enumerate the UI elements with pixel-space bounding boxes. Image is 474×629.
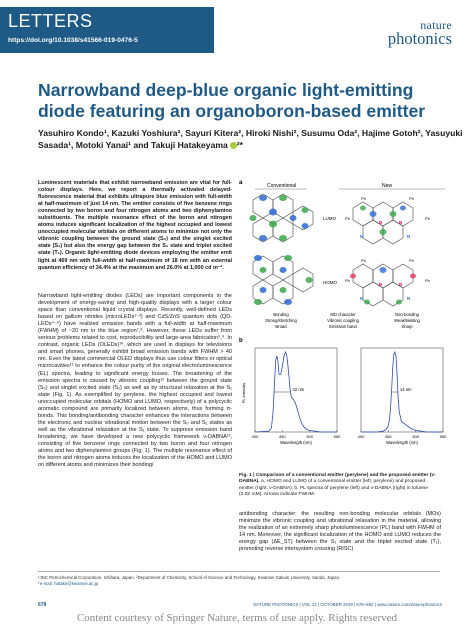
email-prefix: *e-mail: [38,580,53,586]
letters-section-tag [0,7,214,53]
ph-label-5: Ph [361,258,366,263]
atom-n-3: N [360,296,364,301]
figure-1-graphic [239,178,451,470]
figure-caption-title: Comparison of a conventional emitter (perylene) and the proposed emitter (ν-DABNA). [239,473,436,485]
ph-label-4: Ph [425,216,430,221]
panel-a-label: a [239,180,243,186]
col3-line3: Sharp [401,324,413,329]
email-link[interactable]: hatake@kwansei.ac.jp [54,580,99,586]
fwhm-label: 14 nm [399,387,412,392]
journal-logo-photonics: photonics [387,29,452,48]
perylene-lumo [250,194,314,242]
atom-n-4: N [407,296,411,301]
atom-b-3: B [379,282,383,287]
figure-caption-label: Fig. 1 | [239,473,255,478]
descriptor-table [265,312,420,329]
atom-n-1: N [360,234,364,239]
email-line [38,581,442,587]
x-axis-label: Wavelength (nm) [386,440,418,445]
figure-caption [239,473,439,498]
doi-link[interactable]: https://doi.org/10.1038/s41566-019-0476-5 [8,37,138,44]
orcid-icon[interactable] [230,142,237,149]
spectrum-dabna [358,348,447,445]
lumo-label: LUMO [323,216,337,221]
figure-caption-text: a, HOMO and LUMO of a conventional emitter (left, perylene) and proposed emitter (right, ν-DABNA). b, PL spectra of perylene (left) and ν-DABNA (right) in toluene (0.02 mM). Arrows indicate FWHM. [239,479,428,497]
corresponding-mark: ²* [236,139,243,150]
affiliations: ¹JNC Petrochemical Corporation, Ichihara, Japan. ²Department of Chemistry, School of Science and Technology, Kwansei Gakuin University, Sanda, Japan. [38,575,341,580]
col2-line1: MO character [330,312,356,317]
page-number: 678 [38,602,47,608]
fwhm-label: 42 nm [292,387,305,392]
author-list [38,128,468,151]
col1-line2: Strong/stretching [265,318,297,323]
dabna-homo [345,258,430,306]
lumo-lobes-left [250,195,309,241]
running-footer: NATURE PHOTONICS | VOL 13 | OCTOBER 2019 | 678–682 | www.nature.com/naturephotonics [253,602,442,607]
x-tick-label: 450 [384,434,392,439]
ph-label-7: Ph [345,278,350,283]
perylene-homo [253,255,313,305]
homo-label: HOMO [323,280,337,285]
paper-title: Narrowband deep-blue organic light-emitting diode featuring an organoboron-based emitter [38,80,426,121]
atom-b-2: B [399,220,403,225]
panel-b-label: b [239,338,243,344]
body-text-right-column: antibonding character; the resulting non-bonding molecular orbitals (MOs) minimize the vibronic coupling and vibrational relaxation in the material, allowing the realization of an extremely sharp photoluminescence (PL) band with FWHM of 14 nm. Moreover, the significant localization of the HOMO and LUMO reduces the energy gap (ΔE_ST) between the S₁ state and the triplet excited state (T₁), promoting reverse intersystem crossing (RISC) [239,511,441,553]
ph-label-3: Ph [345,216,350,221]
x-tick-label: 550 [333,434,341,439]
x-tick-label: 500 [306,434,314,439]
ph-label-1: Ph [361,196,366,201]
col1-line1: Bonding [273,312,289,317]
col2-line2: Vibronic coupling [327,318,359,323]
x-tick-label: 400 [251,434,259,439]
y-axis-label: PL intensity [241,382,246,404]
x-tick-label: 500 [412,434,420,439]
atom-b-1: B [379,220,383,225]
courtesy-watermark: Content courtesy of Springer Nature, terms of use apply. Rights reserved [76,612,398,624]
figure-1 [239,178,451,470]
conventional-label: Conventional [267,183,297,189]
col1-line3: Broad [275,324,287,329]
abstract: Luminescent materials that exhibit narrowband emission are vital for full-colour displays. Here, we report a thermally activated delayed-fluorescence material that exhibits ultrapure blue emission with full-width at half-maximum of just 14 nm. The emitter consists of five benzene rings connected by two boron and four nitrogen atoms and two diphenylamino substituents. The multiple resonance effect of the boron and nitrogen atoms induces significant localization of the highest occupied and lowest unoccupied molecular orbitals on different atoms to minimize not only the vibronic coupling between the ground state (S₀) and the singlet excited state (S₁) but also the energy gap between the S₁ state and triplet excited state (T₁). Organic light-emitting diode devices employing the emitter emit light at 469 nm with full-width at half-maximum of 18 nm with an external quantum efficiency of 34.4% at the maximum and 26.0% at 1,000 cd m⁻². [38,180,232,271]
new-label: New [382,183,393,189]
body-text-left-column: Narrowband light-emitting diodes (LEDs) are important components in the development of energy-saving and high-quality displays with a larger colour space than conventional liquid crystal displays. Recently, well-defined LEDs based on gallium nitrides (microLEDs¹⁻³) and CdS/ZnS quantum dots (QD-LEDs⁴⁻⁶) have realized emission bands with a full-width at half-maximum (FWHM) of ~20 nm in the blue region⁷,⁸. However, these LEDs suffer from serious problems related to cost, reproducibility and large-area fabrication⁵,⁹. In contrast, organic LEDs (OLEDs)¹⁰, which are used in displays for televisions and smart phones, generally exhibit broad emission bands with FWHM > 40 nm. Even the latest commercial OLED displays thus use colour filters or optical microcavities¹¹ to enhance the colour purity of the original electroluminescence (EL) spectra, leading to significant energy losses. The broadening of the emission spectra is caused by vibronic coupling¹² between the ground state (S₀) and singlet excited state (S₁) as well as by structural relaxation at the S₁ state (Fig. 1). As exemplified by perylene, the highest occupied and lowest unoccupied molecular orbitals (HOMO and LUMO, respectively) of a polycyclic aromatic compound are primarily localized between atoms, thus forming π-bonds. This bonding/antibonding character enhances the interactions between the electronic and nuclear vibrational motion between the S₀ and S₁ states as well as the vibrational relaxation at the S₁ state. To suppress emission band broadening, we have developed a new polycyclic framework ν-DABNA¹³, consisting of five benzene rings connected by two boron and four nitrogen atoms and two diphenylamino groups (Fig. 1). The multiple resonance effect of the boron and nitrogen atoms induces the localization of the HOMO and LUMO on different atoms and minimizes their bonding/ [38,293,232,469]
col2-line3: Emission band [329,324,357,329]
ph-label-2: Ph [409,196,414,201]
footnote-divider [38,571,440,572]
spectrum-perylene [252,348,341,445]
ph-label-8: Ph [425,278,430,283]
col3-line2: Weak/twisting [394,318,420,323]
spectrum-line [255,352,337,432]
x-axis-label: Wavelength (nm) [280,440,312,445]
ph-label-6: Ph [409,258,414,263]
journal-logo-nature: nature [420,18,452,32]
dabna-lumo [345,196,430,244]
author-names: Yasuhiro Kondo¹, Kazuki Yoshiura², Sayuri Kitera², Hiroki Nishi², Susumu Oda², Hajime Gotoh², Yasuyuki Sasada¹, Motoki Yanai¹ and Takuji Hatakeyama [38,128,463,150]
footnote [38,575,442,586]
atom-b-4: B [399,282,403,287]
x-tick-label: 450 [278,434,286,439]
atom-n-2: N [407,234,411,239]
journal-logo[interactable] [388,19,452,47]
x-tick-label: 550 [439,434,447,439]
section-label: LETTERS [8,11,93,31]
spectrum-line [361,352,443,432]
col3-line1: Non-bonding [395,312,419,317]
x-tick-label: 400 [357,434,365,439]
